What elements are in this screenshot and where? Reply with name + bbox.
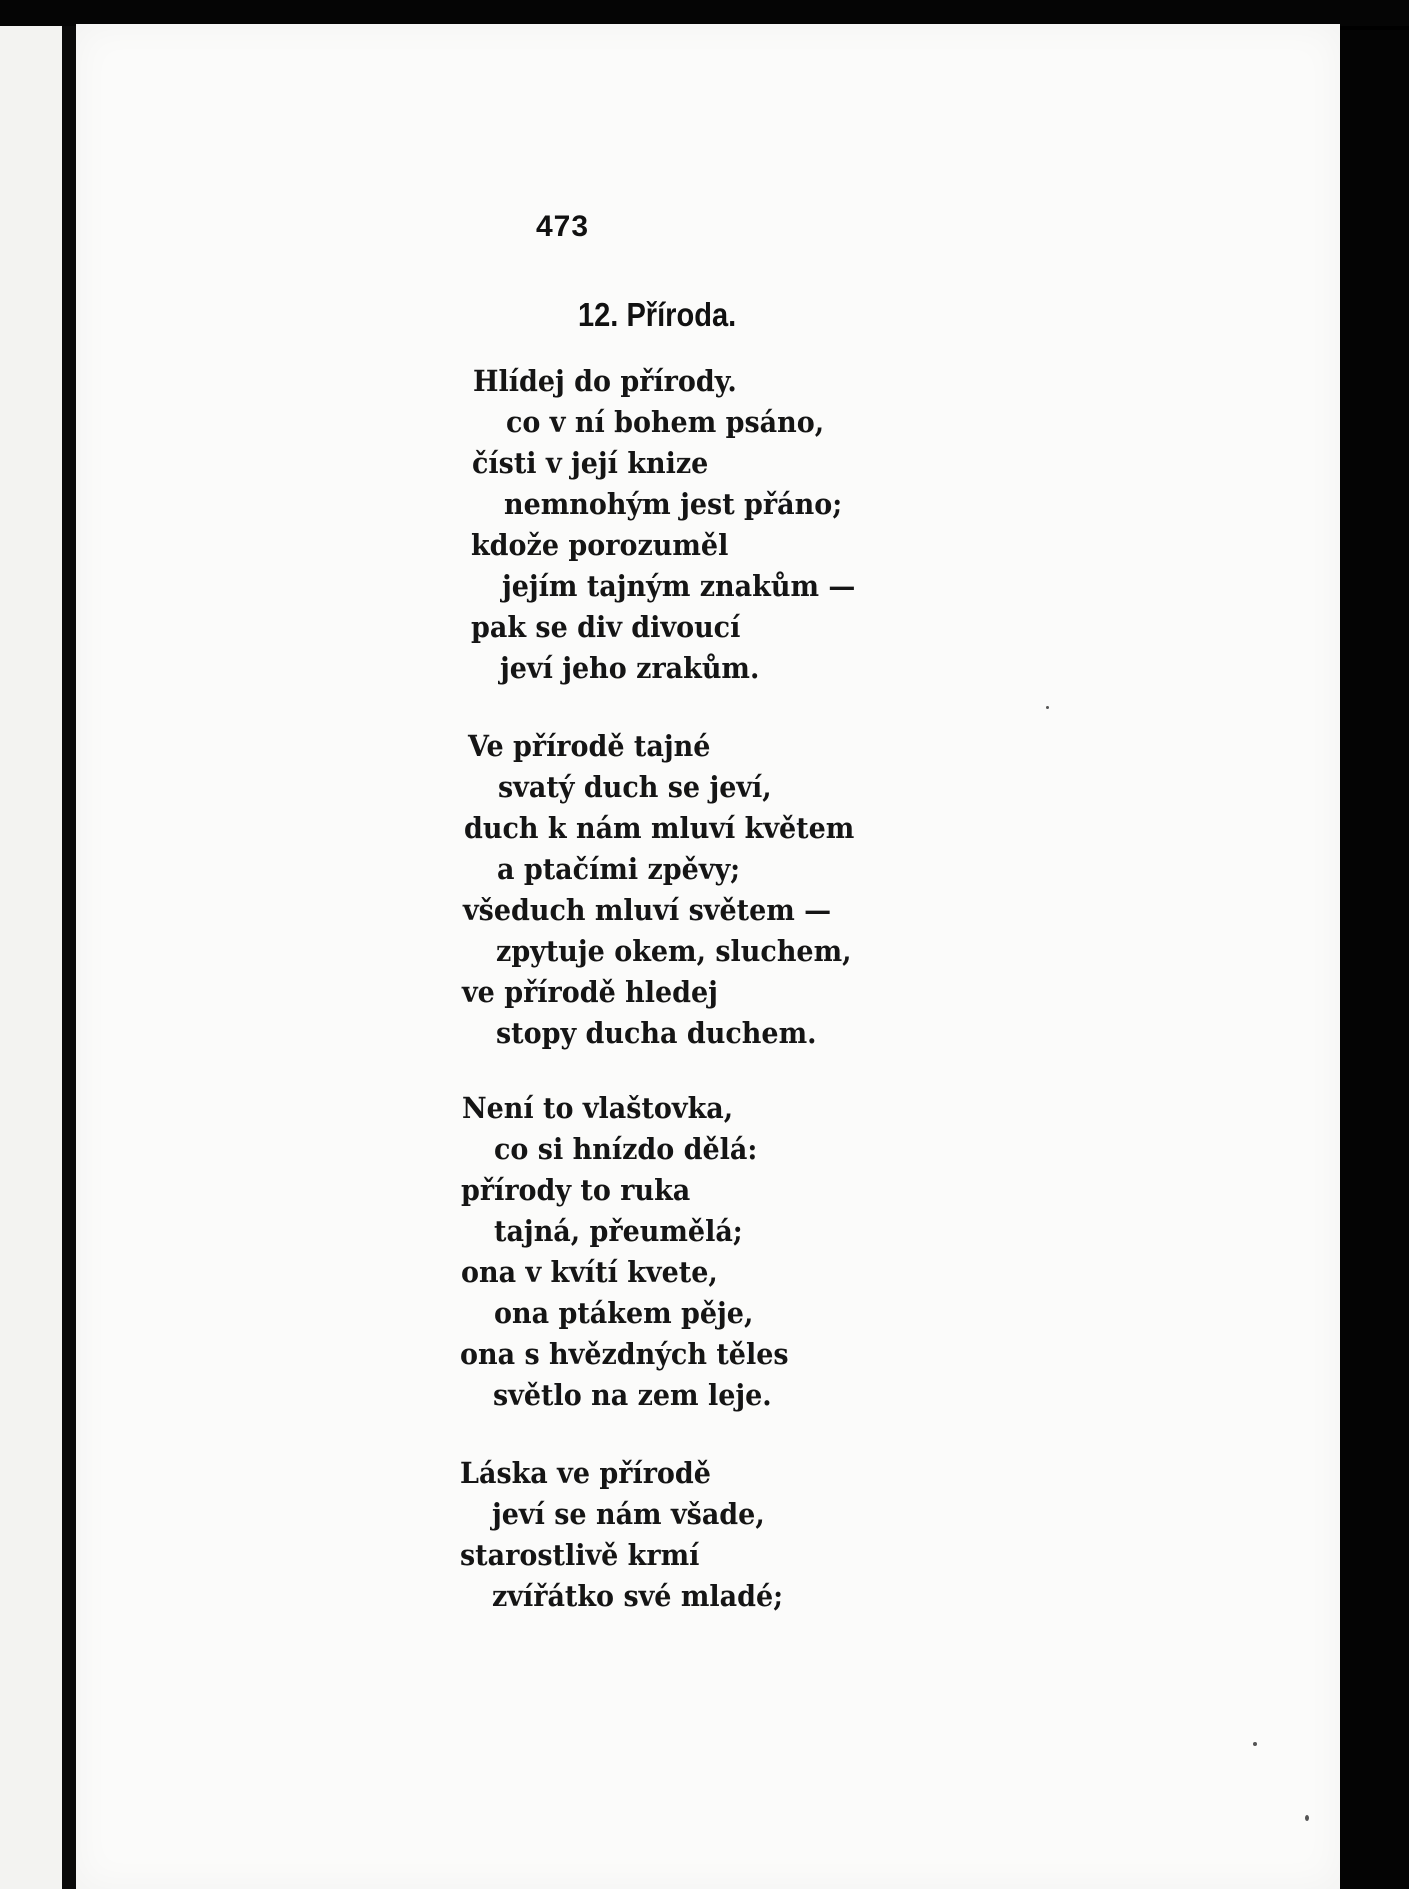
verse-line: čísti v její knize: [472, 446, 709, 480]
verse-line: Není to vlaštovka,: [462, 1091, 734, 1125]
verse-line: ve přírodě hledej: [462, 975, 718, 1009]
scan-right-border: [1340, 30, 1409, 1889]
verse-line: ona v kvítí kvete,: [461, 1255, 718, 1289]
scan-speck: [1046, 706, 1049, 709]
scan-speck: [1253, 1742, 1257, 1746]
verse-line: zvířátko své mladé;: [492, 1579, 784, 1613]
verse-line: a ptačími zpěvy;: [497, 852, 741, 886]
poem-title: 12. Příroda.: [578, 296, 737, 333]
verse-line: Hlídej do přírody.: [473, 364, 737, 398]
verse-line: Ve přírodě tajné: [468, 729, 711, 763]
poem-body: [76, 24, 1340, 1889]
scan-speck: [1305, 1815, 1309, 1821]
verse-line: ona ptákem pěje,: [494, 1296, 754, 1330]
verse-line: co si hnízdo dělá:: [494, 1132, 758, 1166]
verse-line: všeduch mluví světem —: [463, 893, 832, 927]
verse-line: ona s hvězdných těles: [460, 1337, 789, 1371]
verse-line: starostlivě krmí: [460, 1538, 700, 1572]
book-gutter: [62, 26, 76, 1889]
verse-line: nemnohým jest přáno;: [504, 487, 843, 521]
verse-line: tajná, přeumělá;: [494, 1214, 743, 1248]
book-page: [76, 24, 1340, 1889]
verse-line: stopy ducha duchem.: [496, 1016, 817, 1050]
verse-line: Láska ve přírodě: [460, 1456, 711, 1490]
verse-line: pak se div divoucí: [471, 610, 741, 644]
verse-line: jeví se nám všade,: [492, 1497, 765, 1531]
verse-line: zpytuje okem, sluchem,: [496, 934, 852, 968]
scan-top-border: [0, 0, 1409, 26]
verse-line: jejím tajným znakům —: [502, 569, 856, 603]
page-number: 473: [536, 210, 590, 243]
verse-line: přírody to ruka: [461, 1173, 691, 1207]
facing-page-edge: [0, 26, 62, 1889]
verse-line: jeví jeho zrakům.: [500, 651, 760, 685]
verse-line: duch k nám mluví květem: [464, 811, 855, 845]
verse-line: svatý duch se jeví,: [498, 770, 772, 804]
verse-line: co v ní bohem psáno,: [506, 405, 825, 439]
verse-line: kdože porozuměl: [471, 528, 729, 562]
verse-line: světlo na zem leje.: [493, 1378, 772, 1412]
